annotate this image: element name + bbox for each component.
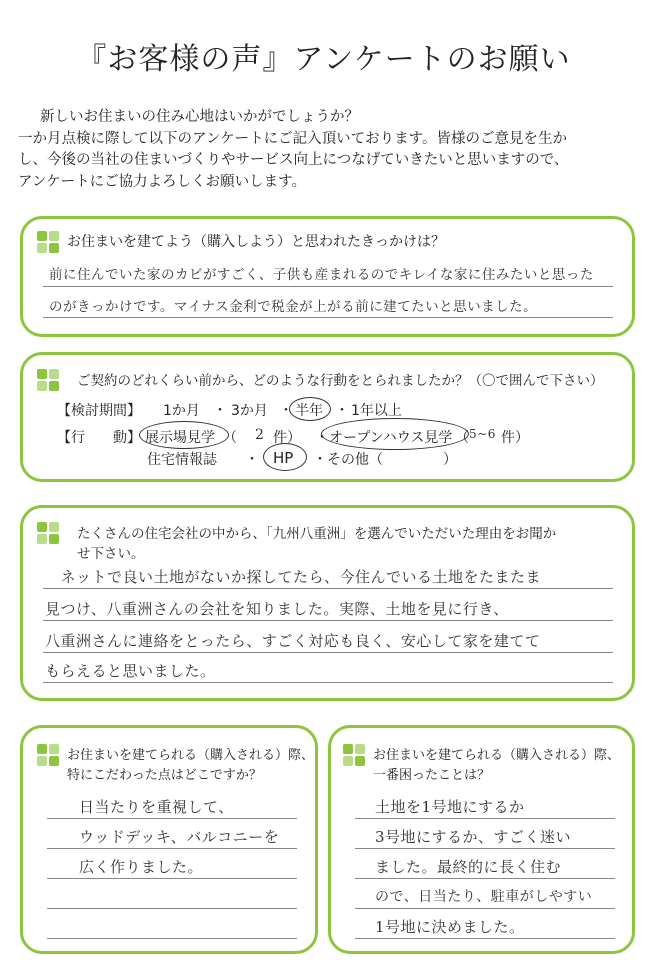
- answer-4-line-1: 日当たりを重視して、: [79, 798, 234, 816]
- question-box-2: [20, 352, 635, 482]
- question-box-3: [20, 505, 635, 701]
- question-4-text-line-1: お住まいを建てられる（購入される）際、: [67, 748, 315, 763]
- answer-line: [43, 286, 613, 287]
- answer-3-line-3: 八重洲さんに連絡をとったら、すごく対応も良く、安心して家を建てて: [45, 632, 541, 650]
- answer-line: [43, 682, 613, 683]
- action-option-other: その他（: [327, 452, 383, 468]
- question-5-text-line-2: 一番困ったことは？: [373, 768, 491, 783]
- paren-close: 件）: [501, 430, 529, 446]
- answer-line: [47, 848, 297, 849]
- paren-close: ）: [443, 452, 457, 468]
- selection-circle: [289, 397, 331, 421]
- answer-5-line-4: ので、日当たり、駐車がしやすい: [375, 889, 593, 905]
- separator: ・: [279, 403, 293, 419]
- question-4-text-line-2: 特にこだわった点はどこですか？: [67, 768, 262, 783]
- answer-5-line-1: 土地を1号地にするか: [375, 798, 525, 816]
- question-5-text-line-1: お住まいを建てられる（購入される）際、: [373, 748, 621, 763]
- action-option-homepage: HP: [273, 449, 294, 467]
- separator: ・: [315, 430, 329, 446]
- leaf-bullet-icon: [37, 744, 59, 766]
- intro-line: アンケートにご協力よろしくお願いします。: [18, 173, 306, 190]
- question-box-1: [20, 216, 635, 337]
- intro-line: し、今後の当社の住まいづくりやサービス向上につなげていきたいと思いますので、: [18, 152, 569, 168]
- answer-1-line-2: のがきっかけです。マイナス金利で税金が上がる前に建てたいと思いました。: [49, 299, 538, 315]
- answer-line: [355, 908, 615, 909]
- answer-line: [47, 938, 297, 939]
- question-box-4: [20, 725, 318, 954]
- period-option-half-year: 半年: [295, 403, 323, 419]
- answer-5-line-3: ました。最終的に長く住む: [375, 858, 562, 876]
- intro-line: 一か月点検に際して以下のアンケートにご記入頂いております。皆様のご意見を生か: [18, 130, 567, 147]
- separator: ・: [213, 403, 227, 419]
- answer-line: [355, 938, 615, 939]
- answer-5-line-2: 3号地にするか、すごく迷い: [375, 828, 572, 846]
- answer-4-line-2: ウッドデッキ、バルコニーを: [79, 828, 280, 846]
- answer-1-line-1: 前に住んでいた家のカビがすごく、子供も産まれるのでキレイな家に住みたいと思った: [49, 267, 594, 283]
- separator: ・: [335, 403, 349, 419]
- action-option-magazine: 住宅情報誌: [147, 452, 217, 468]
- answer-5-line-5: 1号地に決めました。: [375, 918, 525, 936]
- question-1-text: お住まいを建てよう（購入しよう）と思われたきっかけは？: [67, 234, 445, 250]
- leaf-bullet-icon: [343, 744, 365, 766]
- question-2-text: ご契約のどれくらい前から、どのような行動をとられましたか？（〇で囲んで下さい）: [77, 373, 604, 389]
- selection-circle: [263, 443, 307, 471]
- selection-circle: [321, 418, 469, 450]
- answer-line: [43, 588, 613, 589]
- answer-3-line-4: もらえると思いました。: [45, 662, 216, 680]
- answer-line: [43, 652, 613, 653]
- action-option-showroom: 展示場見学: [145, 430, 215, 446]
- intro-text: [18, 107, 630, 193]
- leaf-bullet-icon: [37, 231, 59, 253]
- period-option-3months: 3か月: [231, 403, 268, 419]
- period-option-1year-plus: 1年以上: [351, 403, 402, 419]
- question-3-text-line-1: たくさんの住宅会社の中から、「九州八重洲」を選んでいただいた理由をお聞か: [77, 526, 557, 542]
- period-label: 【検討期間】: [57, 403, 141, 419]
- leaf-bullet-icon: [37, 369, 59, 391]
- action-option-open-house: オープンハウス見学: [329, 430, 453, 446]
- answer-line: [43, 317, 613, 318]
- page-title: 『お客様の声』アンケートのお願い: [76, 42, 571, 77]
- action-label: 【行 動】: [57, 430, 141, 446]
- answer-line: [355, 818, 615, 819]
- answer-line: [47, 818, 297, 819]
- answer-3-line-1: ネットで良い土地がないか探してたら、今住んでいる土地をたまたま: [45, 568, 542, 586]
- separator: ・: [313, 452, 327, 468]
- answer-line: [355, 878, 615, 879]
- answer-4-line-3: 広く作りました。: [79, 858, 204, 876]
- answer-line: [47, 878, 297, 879]
- selection-circle: [139, 421, 229, 449]
- showroom-count: 2: [255, 427, 265, 443]
- paren-open: （: [223, 430, 237, 446]
- answer-line: [355, 848, 615, 849]
- paren-open: （: [455, 430, 469, 446]
- answer-line: [47, 908, 297, 909]
- open-house-count: 5~6: [469, 427, 496, 441]
- answer-3-line-2: 見つけ、八重洲さんの会社を知りました。実際、土地を見に行き、: [45, 600, 509, 618]
- period-option-1month: 1か月: [163, 403, 200, 419]
- answer-line: [43, 620, 613, 621]
- separator: ・: [245, 452, 259, 468]
- leaf-bullet-icon: [37, 522, 59, 544]
- question-3-text-line-2: せ下さい。: [77, 546, 145, 562]
- question-box-5: [328, 725, 635, 954]
- intro-line: 新しいお住まいの住み心地はいかがでしょうか？: [40, 109, 359, 125]
- paren-close: 件）: [273, 430, 301, 446]
